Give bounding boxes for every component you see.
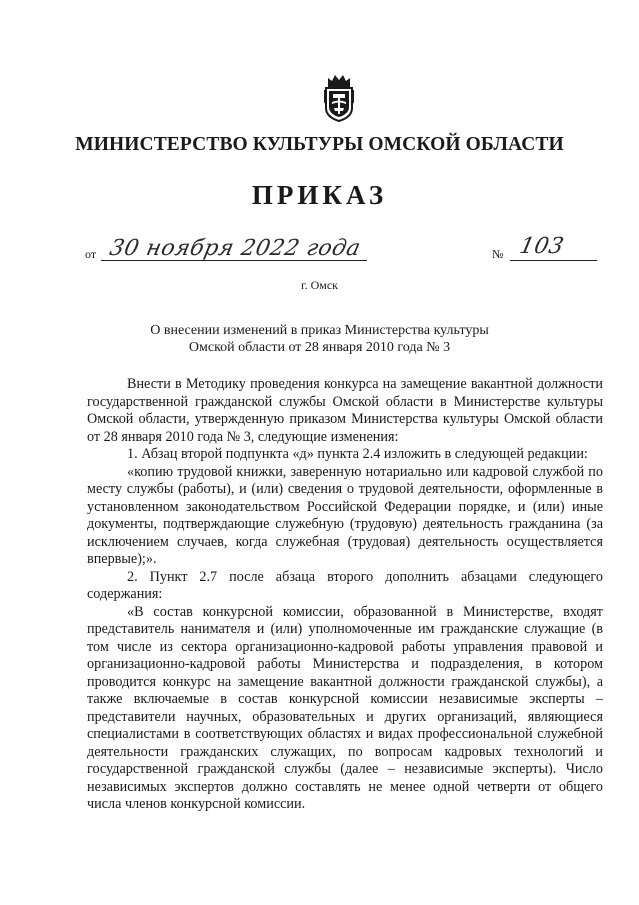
subject-line-1: О внесении изменений в приказ Министерства культуры <box>150 323 489 338</box>
document-type-title: ПРИКАЗ <box>251 180 388 210</box>
paragraph-intro: Внести в Методику проведения конкурса на замещение вакантной должности государственной гражданской службы Омской области в Министерстве культуры Омской области, утвержденную приказом Министерства культуры Омской области от 28 января 2010 года № 3, следующие изменения: <box>87 376 603 445</box>
subject-line-2: Омской области от 28 января 2010 года № 3 <box>188 340 451 355</box>
ministry-name: МИНИСТЕРСТВО КУЛЬТУРЫ ОМСКОЙ ОБЛАСТИ <box>75 134 564 155</box>
date-number-row <box>0 232 639 266</box>
omsk-coat-of-arms-icon <box>322 72 356 122</box>
paragraph-item-2: 2. Пункт 2.7 после абзаца второго дополнить абзацами следующего содержания: <box>87 568 603 602</box>
handwritten-date: 30 ноября 2022 года <box>107 236 363 261</box>
paragraph-quote-1: «копию трудовой книжки, заверенную нотариально или кадровой службой по месту службы (работы), и (или) сведения о трудовой деятельности, оформленные в установленном законодательством Российской Федерации порядке, и (или) иные документы, подтверждающие служебную (трудовую) деятельность гражданина (за исключением случаев, когда служебная (трудовая) деятельность осуществляется впервые);». <box>87 463 603 567</box>
paragraph-quote-2: «В состав конкурсной комиссии, образованной в Министерстве, входят представитель нанимателя и (или) уполномоченные им гражданские служащие (в том числе из сектора организационно-кадровой работы управления правовой и организационно-кадровой работы Министерства и подразделения, в котором проводится конкурс на замещение вакантной должности гражданской службы), а также включаемые в состав конкурсной комиссии независимые эксперты – представители научных, образовательных и других организаций, являющиеся специалистами в соответствующих областях и видах профессиональной служебной деятельности гражданских служащих, по вопросам кадровых технологий и государственной гражданской службы (далее – независимые эксперты). Число независимых экспертов должно составлять не менее одной четверти от общего числа членов конкурсной комиссии. <box>87 603 603 812</box>
order-subject <box>0 322 639 356</box>
city: г. Омск <box>301 278 338 292</box>
order-body <box>87 376 603 814</box>
date-prefix: от <box>85 247 97 261</box>
paragraph-item-1: 1. Абзац второй подпункта «д» пункта 2.4 изложить в следующей редакции: <box>127 446 588 462</box>
number-prefix: № <box>492 247 504 261</box>
handwritten-number: 103 <box>517 234 567 259</box>
number-underline <box>510 260 597 261</box>
